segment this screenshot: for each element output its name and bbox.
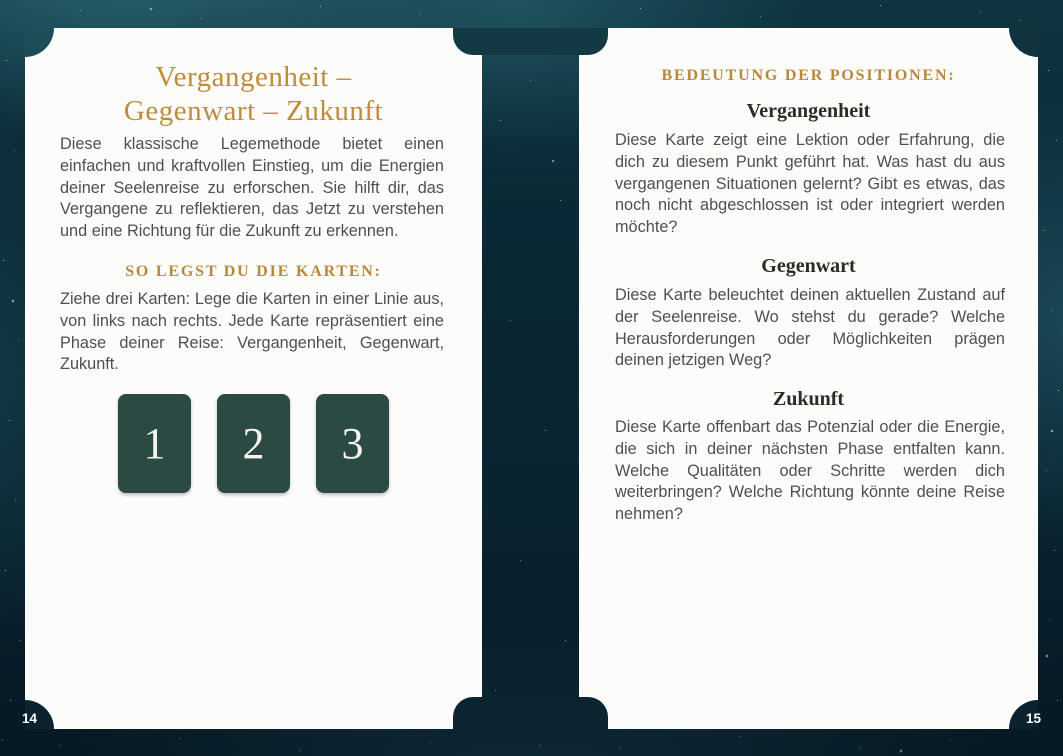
page-number-left: 14 bbox=[22, 711, 38, 726]
card-1-number: 1 bbox=[143, 419, 166, 468]
instructions-paragraph: Ziehe drei Karten: Lege die Karten in einer Linie aus, von links nach rechts. Jede Karte repräsentiert eine Phase deiner Reise: Vergangenheit, Gegenwart, Zukunft. bbox=[60, 290, 444, 374]
binding-tab-bottom bbox=[453, 697, 608, 729]
card-3-number: 3 bbox=[341, 419, 364, 468]
card-position-1 bbox=[118, 394, 191, 493]
card-2-number: 2 bbox=[242, 419, 265, 468]
page-title-line2: Gegenwart – Zukunft bbox=[123, 95, 384, 127]
page-title-line1: Vergangenheit – bbox=[155, 61, 352, 93]
page-left bbox=[25, 28, 482, 729]
subheading-zukunft: Zukunft bbox=[772, 388, 845, 410]
card-position-2 bbox=[217, 394, 290, 493]
page-number-right: 15 bbox=[1025, 711, 1041, 726]
card-position-3 bbox=[316, 394, 389, 493]
subheading-gegenwart: Gegenwart bbox=[761, 255, 856, 277]
zukunft-paragraph: Diese Karte offenbart das Potenzial oder die Energie, die sich in deiner nächsten Phase entfalten kann. Welche Qualitäten oder Schritte werden dich weiterbringen? Welche Richtung könnte deine Reise nehmen? bbox=[615, 418, 1005, 524]
page-title bbox=[25, 60, 482, 128]
vergangenheit-paragraph: Diese Karte zeigt eine Lektion oder Erfahrung, die dich zu diesem Punkt geführt hat. Was hast du aus vergangenen Situationen gelernt? Gibt es etwas, das noch nicht abgeschlossen ist oder integriert werden möchte? bbox=[615, 131, 1005, 237]
positions-heading: BEDEUTUNG DER POSITIONEN: bbox=[661, 67, 956, 84]
starfield-bright-decoration bbox=[0, 0, 2, 2]
binding-tab-top bbox=[453, 28, 608, 55]
page-right bbox=[579, 28, 1038, 729]
intro-paragraph: Diese klassische Legemethode bietet einen einfachen und kraftvollen Einstieg, um die Energien deiner Seelenreise zu erforschen. Sie hilft dir, das Vergangene zu reflektieren, das Jetzt zu verstehen und eine Richtung für die Zukunft zu erkennen. bbox=[60, 135, 444, 241]
section-heading-karten: SO LEGST DU DIE KARTEN: bbox=[125, 263, 382, 280]
gegenwart-paragraph: Diese Karte beleuchtet deinen aktuellen Zustand auf der Seelenreise. Wo stehst du gerade? Welche Herausforderungen oder Möglichkeiten prägen deinen jetzigen Weg? bbox=[615, 286, 1005, 370]
card-layout-diagram bbox=[25, 394, 482, 493]
subheading-vergangenheit: Vergangenheit bbox=[746, 100, 871, 122]
